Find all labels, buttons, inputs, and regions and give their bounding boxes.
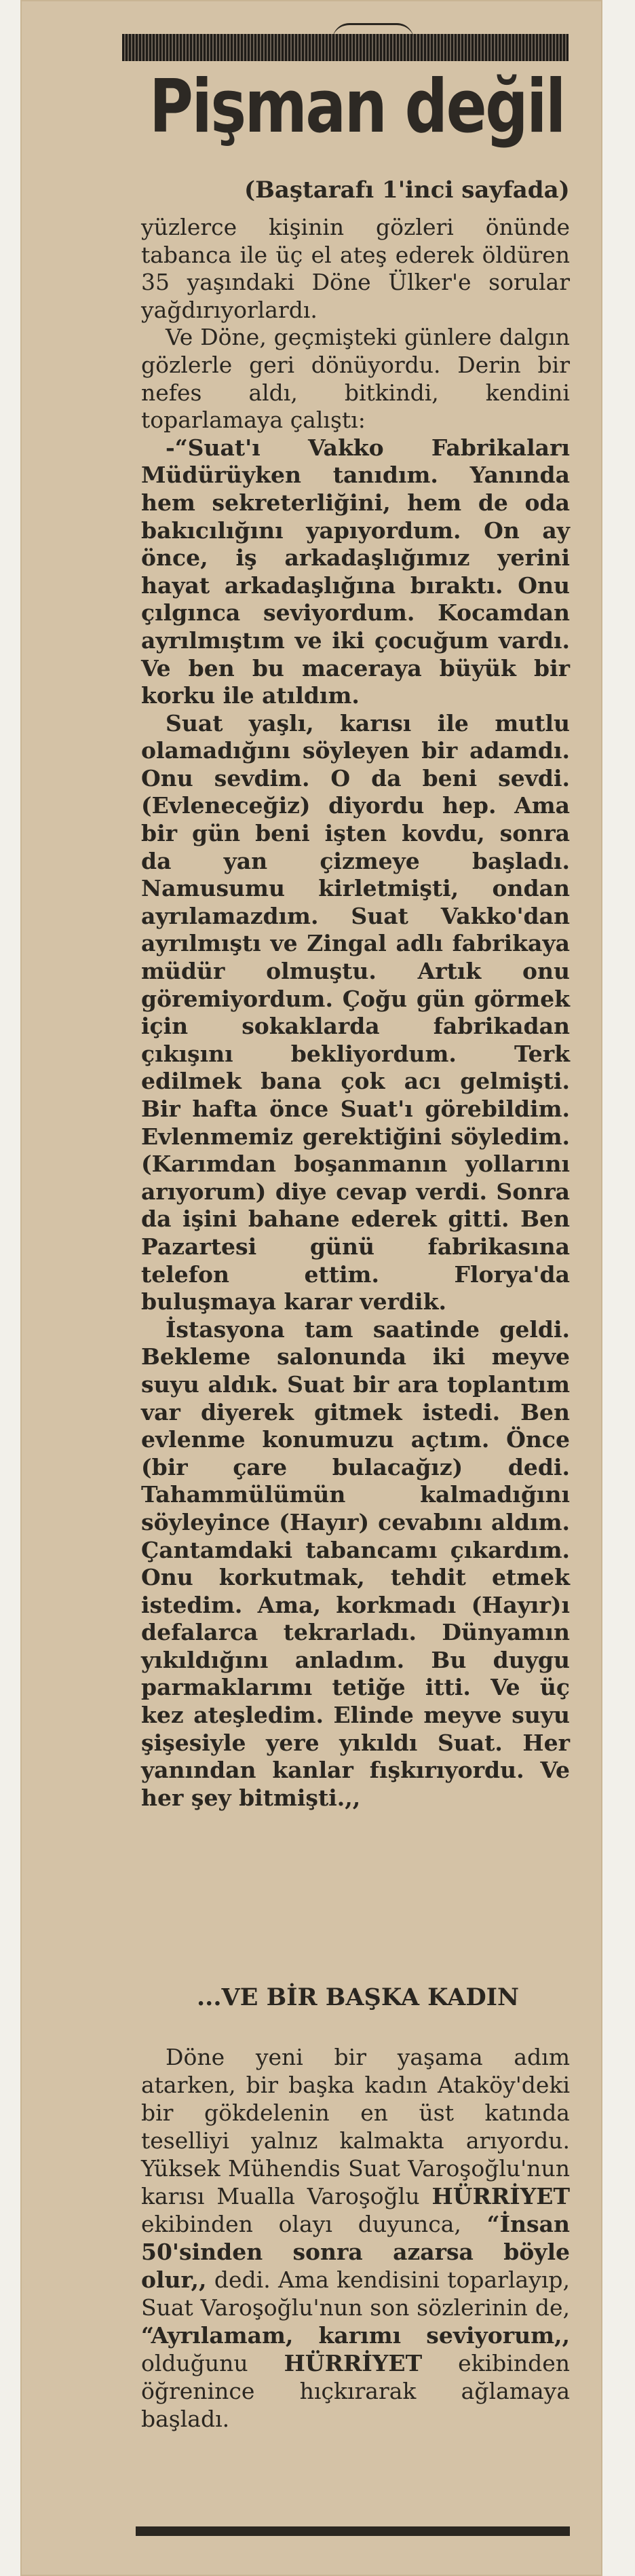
hurriyet-name-1: HÜRRİYET [431,2183,570,2209]
closing-text-d: olduğunu [141,2350,248,2376]
headline: Pişman değil [149,64,564,149]
article-body [141,214,570,1812]
section-subhead: ...VE BİR BAŞKA KADIN [197,1983,520,2011]
quote-insan: “İnsan 50'sinden sonra azarsa böyle olur,, [141,2211,570,2293]
hurriyet-name-2: HÜRRİYET [284,2350,423,2376]
quote-ayrilamam: “Ayrılamam, karımı seviyorum,, [141,2322,570,2349]
footer-rule [136,2526,570,2536]
quote-paragraph-2: Suat yaşlı, karısı ile mutlu olamadığını söyleyen bir adamdı. Onu sevdim. O da beni sevdi. (Evleneceğiz) diyordu hep. Ama bir gün beni işten kovdu, sonra da yan çizmeye başladı. Namusumu kirletmişti, ondan ayrılamazdım. Suat Vakko'dan ayrılmıştı ve Zingal adlı fabrikaya müdür olmuştu. Artık onu göremiyordum. Çoğu gün görmek için sokaklarda fabrikadan çıkışını bekliyordum. Terk edilmek bana çok acı gelmişti. Bir hafta önce Suat'ı görebildim. Evlenmemiz gerektiğini söyledim. (Karımdan boşanmanın yollarını arıyorum) diye cevap verdi. Sonra da işini bahane ederek gitti. Ben Pazartesi günü fabrikasına telefon ettim. Florya'da buluşmaya karar verdik. [141,709,570,1315]
quote-paragraph-1: -“Suat'ı Vakko Fabrikaları Müdürüyken tanıdım. Yanında hem sekreterliğini, hem de oda bakıcılığını yapıyordum. On ay önce, iş arkadaşlığımız yerini hayat arkadaşlığına bıraktı. Onu çılgınca seviyordum. Kocamdan ayrılmıştım ve iki çocuğum vardı. Ve ben bu maceraya büyük bir korku ile atıldım. [141,434,570,709]
quote-paragraph-3: İstasyona tam saatinde geldi. Bekleme salonunda iki meyve suyu aldık. Suat bir ara toplantım var diyerek gitmek istedi. Ben evlenme konumuzu açtım. Önce (bir çare bulacağız) dedi. Tahammülümün kalmadığını söyleyince (Hayır) cevabını aldım. Çantamdaki tabancamı çıkardım. Onu korkutmak, tehdit etmek istedim. Ama, korkmadı (Hayır)ı defalarca tekrarladı. Dünyamın yıkıldığını anladım. Bu duygu parmaklarımı tetiğe itti. Ve üç kez ateşledim. Elinde meyve suyu şişesiyle yere yıkıldı Suat. Her yanından kanlar fışkırıyordu. Ve her şey bitmişti.,, [141,1315,570,1811]
closing-text-b: ekibinden olayı duyunca, [141,2211,461,2237]
intro-paragraph: yüzlerce kişinin gözleri önünde tabanca ile üç el ateş ederek öldüren 35 yaşındaki Döne Ülker'e sorular yağdırıyorlardı. [141,214,570,323]
paragraph-2: Ve Döne, geçmişteki günlere dalgın gözlerle geri dönüyordu. Derin bir nefes aldı, bitkindi, kendini toparlamaya çalıştı: [141,324,570,434]
closing-text-e: ekibinden öğrenince hıçkırarak ağlamaya başladı. [141,2350,570,2432]
header-decoration-bar [122,34,569,61]
closing-section [141,2043,570,2433]
continued-note: (Baştarafı 1'inci sayfada) [244,176,570,204]
closing-paragraph [141,2043,570,2433]
closing-text-c: dedi. Ama kendisini toparlayıp, Suat Varoşoğlu'nun son sözlerinin de, [141,2266,570,2321]
closing-text-a: Döne yeni bir yaşama adım atarken, bir başka kadın Ataköy'deki bir gökdelenin en üst katında teselliyi yalnız kalmakta arıyordu. Yüksek Mühendis Suat Varoşoğlu'nun karısı Mualla Varoşoğlu [141,2044,570,2209]
